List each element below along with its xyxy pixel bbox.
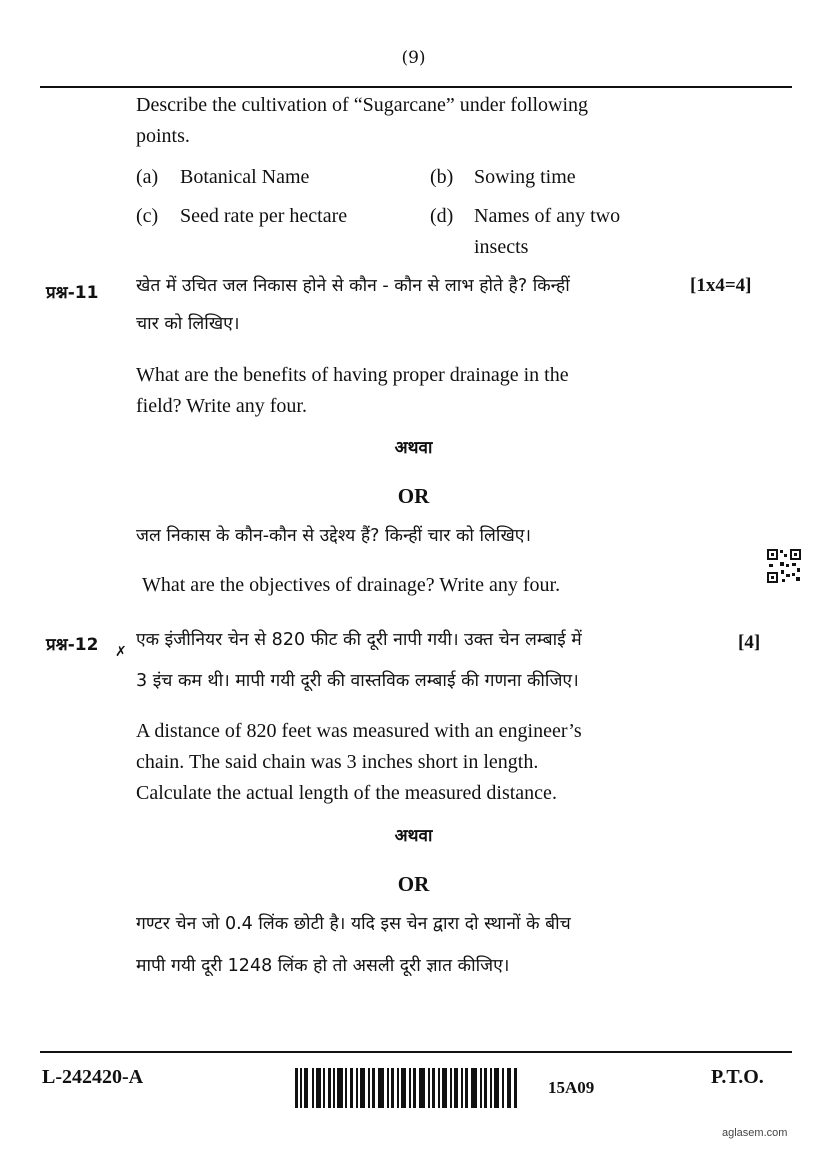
option-b-text: Sowing time: [474, 166, 576, 188]
page-number: (9): [401, 48, 426, 68]
q12-alt-hindi-line1: गण्टर चेन जो 0.4 लिंक छोटी है। यदि इस चेन द्वारा दो स्थानों के बीच: [136, 914, 571, 934]
q10-text-line2: points.: [136, 125, 190, 147]
q11-athva: अथवा: [394, 438, 433, 458]
q10-text-line1: Describe the cultivation of “Sugarcane” under following: [136, 94, 589, 116]
q12-english-line3: Calculate the actual length of the measured distance.: [136, 782, 557, 804]
option-d-label: (d): [430, 205, 454, 227]
option-c-label: (c): [136, 205, 159, 227]
q11-label: प्रश्न-11: [46, 283, 99, 303]
q11-hindi-line2: चार को लिखिए।: [136, 314, 240, 334]
q12-or: OR: [397, 872, 430, 896]
handwritten-mark: ✗: [115, 644, 127, 660]
q12-marks: [4]: [738, 632, 761, 653]
option-c: [136, 201, 347, 232]
q12-hindi-line2: 3 इंच कम थी। मापी गयी दूरी की वास्तविक लम्बाई की गणना कीजिए।: [136, 671, 579, 691]
q11-marks: [1x4=4]: [690, 275, 752, 296]
option-a: [136, 162, 309, 193]
q11-alt-english: What are the objectives of drainage? Write any four.: [142, 574, 561, 596]
header-rule: [40, 86, 792, 88]
q11-english-line2: field? Write any four.: [136, 395, 307, 417]
paper-code: L-242420-A: [42, 1066, 144, 1088]
q11-english-line1: What are the benefits of having proper drainage in the: [136, 364, 569, 386]
qr-code: [766, 548, 802, 584]
q11-or: OR: [397, 484, 430, 508]
q12-alt-hindi-line2: मापी गयी दूरी 1248 लिंक हो तो असली दूरी ज्ञात कीजिए।: [136, 956, 510, 976]
option-b: [430, 162, 576, 193]
pto-label: P.T.O.: [711, 1066, 764, 1088]
watermark: aglasem.com: [722, 1127, 788, 1139]
option-d-text: Names of any two: [474, 205, 621, 227]
option-a-label: (a): [136, 166, 159, 188]
footer-rule: [40, 1051, 792, 1053]
q12-athva: अथवा: [394, 826, 433, 846]
option-d-text-line2: insects: [474, 236, 529, 258]
q12-english-line1: A distance of 820 feet was measured with an engineer’s: [136, 720, 582, 742]
q12-hindi-line1: एक इंजीनियर चेन से 820 फीट की दूरी नापी गयी। उक्त चेन लम्बाई में: [136, 630, 582, 650]
q12-english-line2: chain. The said chain was 3 inches short in length.: [136, 751, 539, 773]
q11-hindi-line1: खेत में उचित जल निकास होने से कौन - कौन से लाभ होते है? किन्हीं: [136, 276, 570, 296]
barcode-code: 15A09: [548, 1078, 595, 1097]
q11-alt-hindi: जल निकास के कौन-कौन से उद्देश्य हैं? किन्हीं चार को लिखिए।: [136, 526, 532, 546]
option-c-text: Seed rate per hectare: [180, 205, 348, 227]
barcode: [295, 1068, 520, 1108]
option-d: [430, 201, 620, 232]
option-a-text: Botanical Name: [180, 166, 310, 188]
q12-label: प्रश्न-12: [46, 635, 99, 655]
option-b-label: (b): [430, 166, 454, 188]
